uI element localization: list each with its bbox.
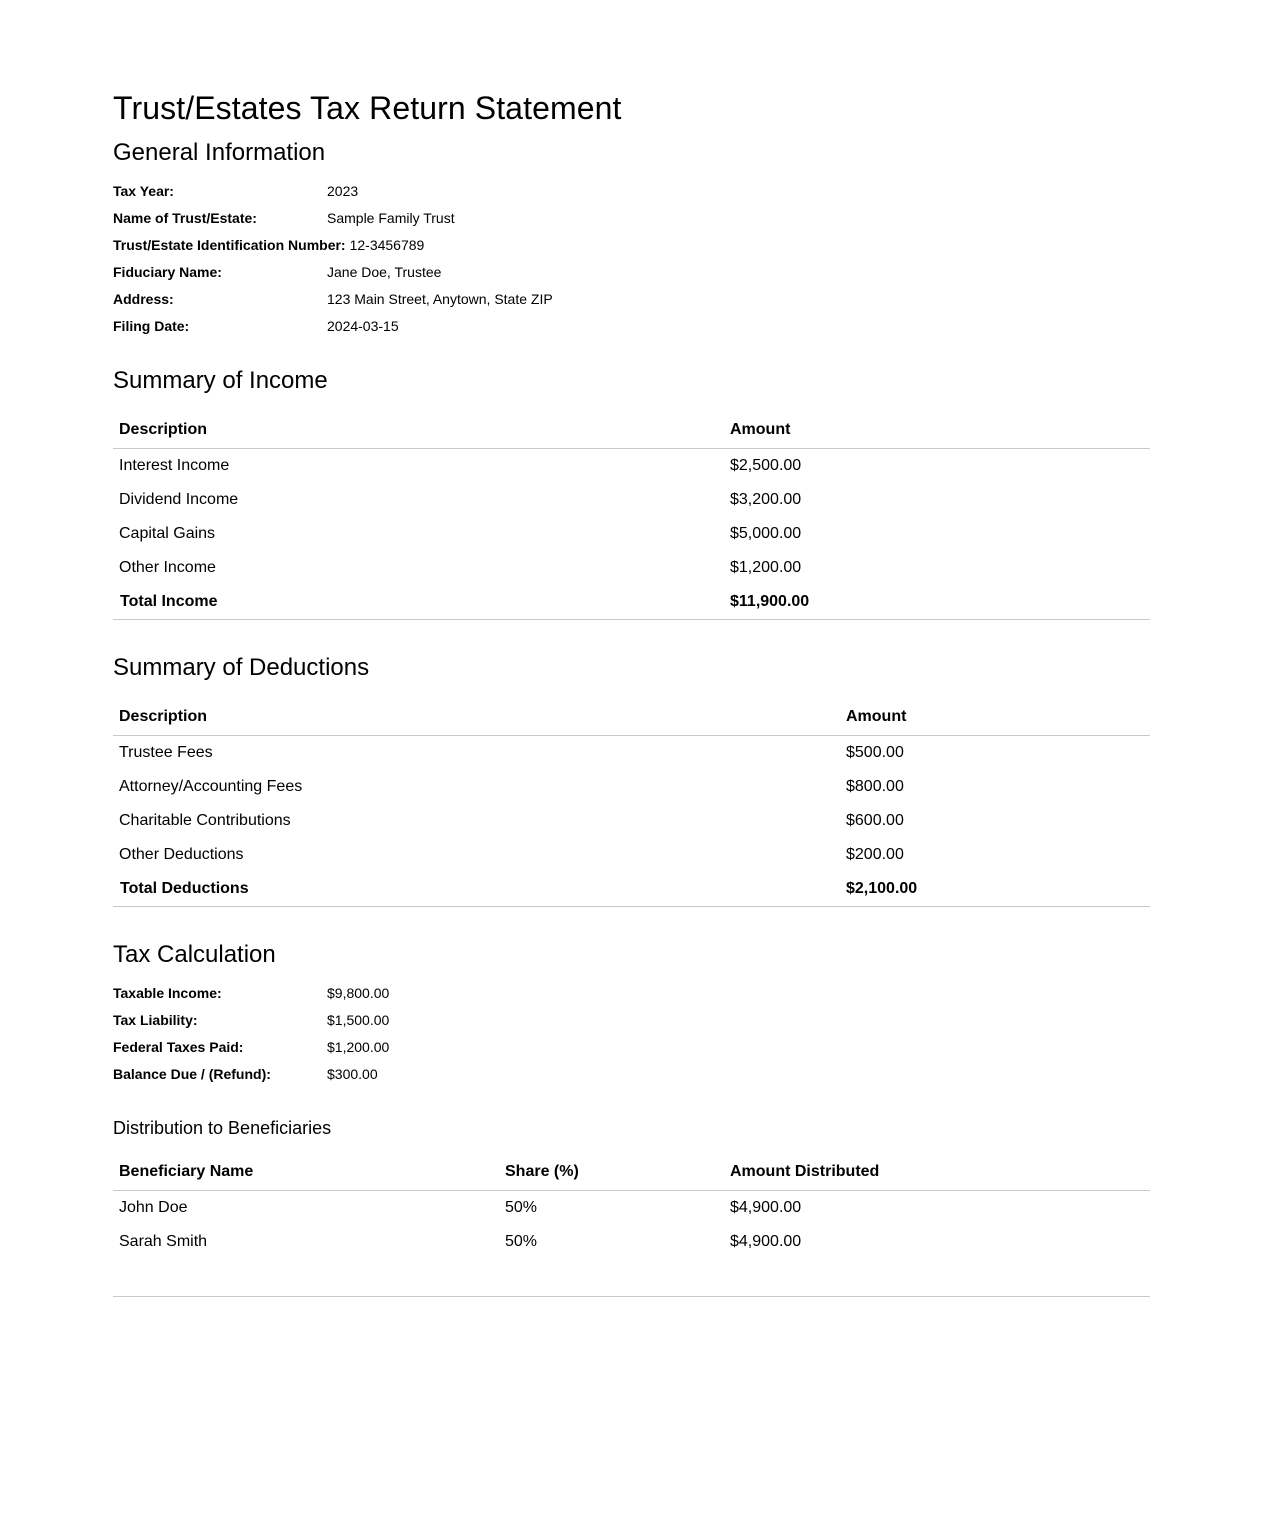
cell-amount: $500.00 <box>846 744 904 761</box>
table-row <box>113 770 1150 804</box>
deductions-table <box>113 699 1150 907</box>
general-information-heading: General Information <box>113 139 326 166</box>
cell-amount-distributed: $4,900.00 <box>730 1233 802 1250</box>
cell-beneficiary-name: Sarah Smith <box>119 1233 208 1250</box>
tax-value: $300.00 <box>327 1066 378 1082</box>
info-label: Address: <box>113 291 174 307</box>
column-header-description: Description <box>113 412 724 449</box>
column-header-amount: Amount <box>724 412 1150 449</box>
table-header-row <box>113 699 1150 736</box>
statement-page <box>113 88 1150 1297</box>
cell-amount: $200.00 <box>846 846 904 863</box>
info-row-trust-name <box>113 205 1150 232</box>
column-header-description: Description <box>113 699 840 736</box>
table-row <box>113 517 1150 551</box>
column-header-beneficiary-name: Beneficiary Name <box>113 1154 499 1191</box>
page-title: Trust/Estates Tax Return Statement <box>113 90 622 126</box>
total-row <box>113 585 1150 620</box>
cell-share: 50% <box>505 1233 538 1250</box>
table-row <box>113 838 1150 872</box>
table-row <box>113 551 1150 585</box>
cell-amount: $800.00 <box>846 778 904 795</box>
table-header-row <box>113 1154 1150 1191</box>
table-row <box>113 736 1150 771</box>
total-label: Total Deductions <box>113 872 840 907</box>
total-amount: $2,100.00 <box>840 872 1150 907</box>
info-label: Fiduciary Name: <box>113 264 222 280</box>
cell-amount: $5,000.00 <box>730 525 802 542</box>
cell-beneficiary-name: John Doe <box>119 1199 188 1216</box>
tax-calculation-heading: Tax Calculation <box>113 941 276 968</box>
tax-value: $1,500.00 <box>327 1012 390 1028</box>
info-row-identification-number <box>113 232 1150 259</box>
tax-row-balance-due <box>113 1061 1150 1088</box>
info-row-tax-year <box>113 178 1150 205</box>
cell-description: Other Income <box>119 559 216 576</box>
general-information-list <box>113 178 1150 340</box>
info-row-filing-date <box>113 313 1150 340</box>
cell-amount-distributed: $4,900.00 <box>730 1199 802 1216</box>
info-label: Tax Year: <box>113 183 174 199</box>
cell-description: Attorney/Accounting Fees <box>119 778 303 795</box>
column-header-share: Share (%) <box>499 1154 724 1191</box>
info-row-address <box>113 286 1150 313</box>
info-label: Trust/Estate Identification Number: <box>113 237 346 253</box>
info-value: 123 Main Street, Anytown, State ZIP <box>327 291 553 307</box>
cell-amount: $600.00 <box>846 812 904 829</box>
bottom-divider <box>113 1296 1150 1297</box>
info-value: Jane Doe, Trustee <box>327 264 442 280</box>
cell-share: 50% <box>505 1199 538 1216</box>
table-row <box>113 449 1150 484</box>
cell-amount: $3,200.00 <box>730 491 802 508</box>
info-label: Name of Trust/Estate: <box>113 210 257 226</box>
tax-value: $9,800.00 <box>327 985 390 1001</box>
deductions-heading: Summary of Deductions <box>113 654 370 681</box>
total-label: Total Income <box>113 585 724 620</box>
tax-value: $1,200.00 <box>327 1039 390 1055</box>
info-row-fiduciary-name <box>113 259 1150 286</box>
table-row <box>113 1191 1150 1226</box>
income-table <box>113 412 1150 620</box>
info-value: 2024-03-15 <box>327 318 399 334</box>
beneficiaries-heading: Distribution to Beneficiaries <box>113 1118 332 1138</box>
info-value: 2023 <box>327 183 359 199</box>
cell-description: Charitable Contributions <box>119 812 291 829</box>
cell-amount: $1,200.00 <box>730 559 802 576</box>
tax-row-federal-taxes-paid <box>113 1034 1150 1061</box>
cell-description: Other Deductions <box>119 846 244 863</box>
beneficiaries-table <box>113 1154 1150 1259</box>
tax-row-taxable-income <box>113 980 1150 1007</box>
table-row <box>113 1225 1150 1259</box>
cell-amount: $2,500.00 <box>730 457 802 474</box>
column-header-amount-distributed: Amount Distributed <box>724 1154 1150 1191</box>
cell-description: Dividend Income <box>119 491 239 508</box>
cell-description: Interest Income <box>119 457 230 474</box>
column-header-amount: Amount <box>840 699 1150 736</box>
income-heading: Summary of Income <box>113 367 328 394</box>
tax-label: Balance Due / (Refund): <box>113 1066 271 1082</box>
table-header-row <box>113 412 1150 449</box>
tax-calculation-list <box>113 980 1150 1088</box>
tax-label: Taxable Income: <box>113 985 222 1001</box>
total-amount: $11,900.00 <box>724 585 1150 620</box>
tax-row-tax-liability <box>113 1007 1150 1034</box>
table-row <box>113 804 1150 838</box>
info-label: Filing Date: <box>113 318 190 334</box>
tax-label: Federal Taxes Paid: <box>113 1039 244 1055</box>
cell-description: Capital Gains <box>119 525 216 542</box>
info-value: Sample Family Trust <box>327 210 455 226</box>
info-value: 12-3456789 <box>349 237 425 253</box>
table-row <box>113 483 1150 517</box>
tax-label: Tax Liability: <box>113 1012 198 1028</box>
cell-description: Trustee Fees <box>119 744 213 761</box>
total-row <box>113 872 1150 907</box>
